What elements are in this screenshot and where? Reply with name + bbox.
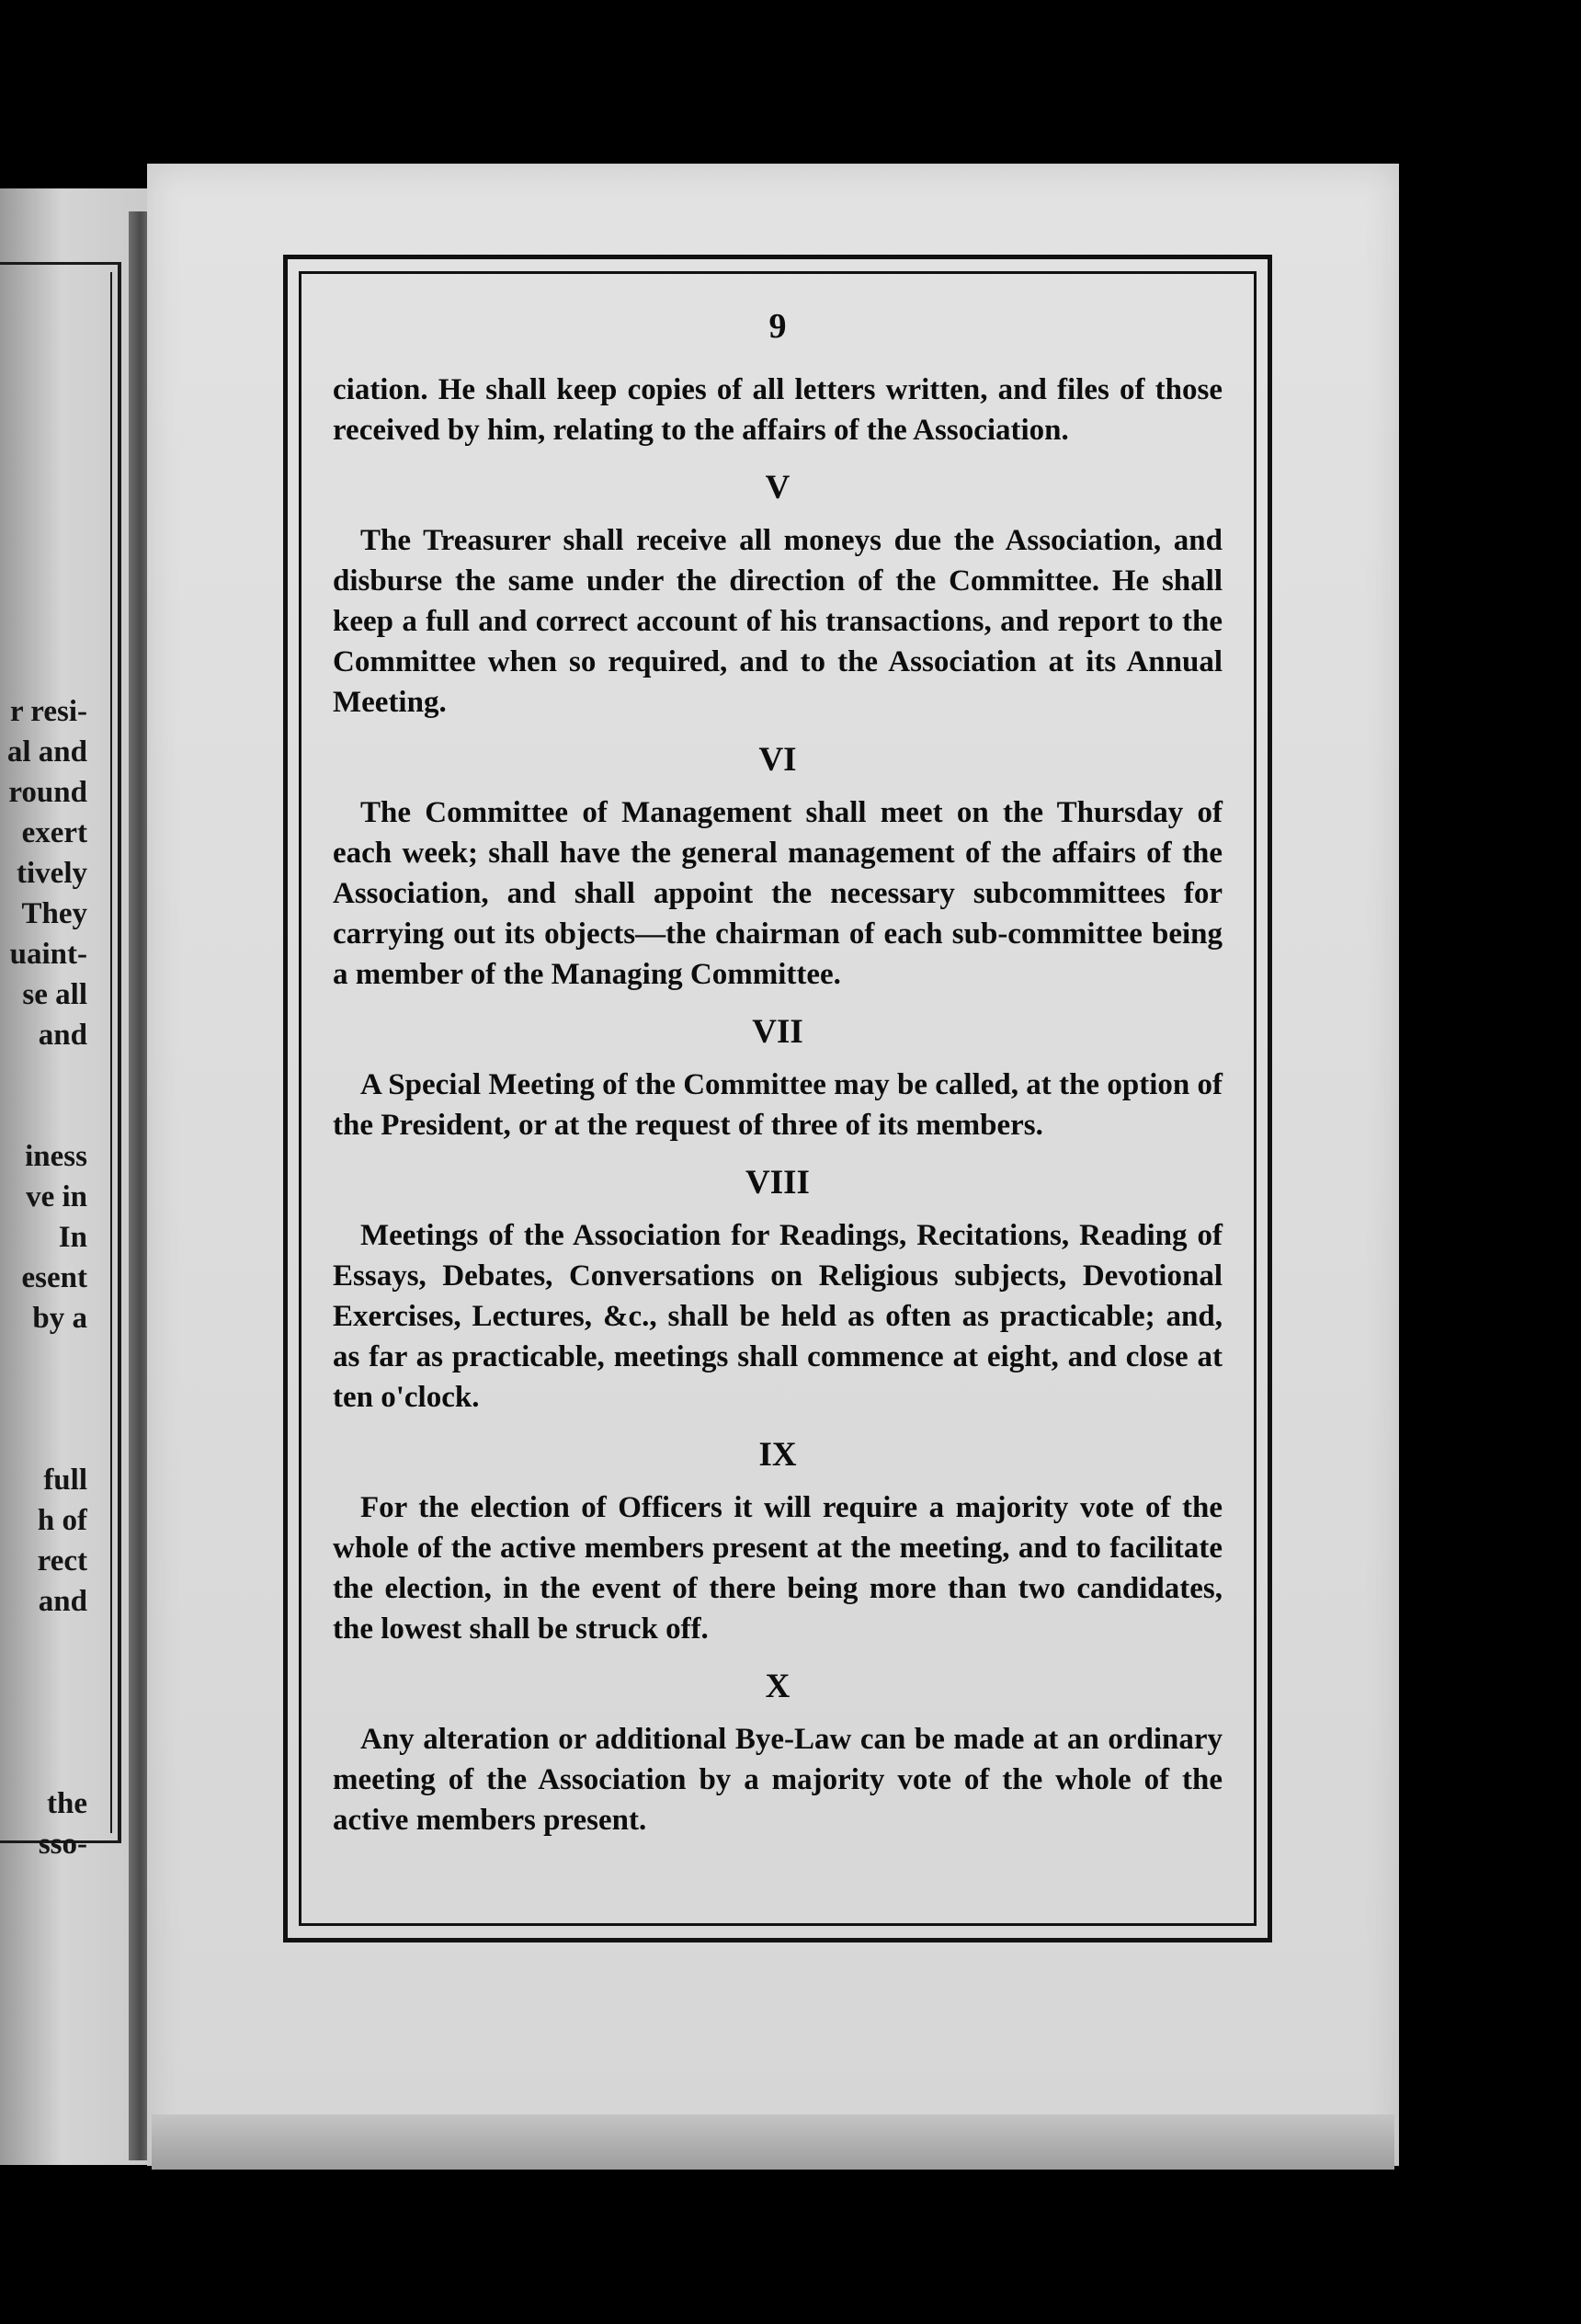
previous-page-line: al and <box>6 735 87 769</box>
section-text-vii: A Special Meeting of the Committee may be called, at the option of the President, or at the request of three of its members. <box>333 1068 1223 1142</box>
previous-page-line: round <box>8 776 87 809</box>
section-text-ix: For the election of Officers it will require a majority vote of the whole of the active members present at the meeting, and to facilitate the election, in the event of there being more than two candidates, the lowest shall be struck off. <box>333 1491 1223 1646</box>
previous-page-line: iness <box>25 1140 87 1173</box>
page-content <box>333 303 1223 1840</box>
previous-page-line: and <box>38 1019 87 1052</box>
section-heading-vii: VII <box>752 1013 803 1051</box>
previous-page-line: by a <box>32 1302 87 1335</box>
section-heading-viii: VIII <box>745 1164 810 1202</box>
previous-page-line <box>0 1339 87 1379</box>
previous-page-line <box>0 1703 87 1743</box>
previous-page-line: uaint- <box>9 938 87 971</box>
opening-paragraph: ciation. He shall keep copies of all letters written, and files of those received by him, relating to the affairs of the Association. <box>333 373 1223 447</box>
previous-page-line <box>0 1662 87 1703</box>
section-text-vi: The Committee of Management shall meet on the Thursday of each week; shall have the general management of the affairs of the Association, and shall appoint the necessary subcommittees for carrying out its objects—the chairman of each sub-committee being a member of the Managing Committee. <box>333 796 1223 991</box>
previous-page-line: sso- <box>38 1828 87 1861</box>
previous-page-line: In <box>58 1221 87 1254</box>
section-heading-v: V <box>765 469 790 507</box>
section-heading-vi: VI <box>758 741 797 779</box>
previous-page-line <box>0 1622 87 1662</box>
previous-page-line: and <box>38 1585 87 1618</box>
section-heading-ix: IX <box>758 1436 797 1474</box>
previous-page-line: se all <box>22 978 87 1011</box>
previous-page-line: full <box>43 1464 87 1497</box>
previous-page-line: They <box>21 897 87 930</box>
section-text-x: Any alteration or additional Bye-Law can be made at an ordinary meeting of the Association by a majority vote of the whole of the active members present. <box>333 1723 1223 1837</box>
previous-page-text <box>0 691 87 1864</box>
previous-page-line <box>0 1379 87 1419</box>
previous-page-line: ve in <box>26 1180 87 1213</box>
previous-page-line <box>0 1743 87 1783</box>
previous-page-line: rect <box>37 1544 87 1578</box>
page-number: 9 <box>768 307 787 346</box>
previous-page-line <box>0 1419 87 1460</box>
section-text-viii: Meetings of the Association for Readings, Recitations, Reading of Essays, Debates, Conversations on Religious subjects, Devotional Exercises, Lectures, &c., shall be held as often as practicable; and, as far as practicable, meetings shall commence at eight, and close at ten o'clock. <box>333 1219 1223 1414</box>
section-text-v: The Treasurer shall receive all moneys due the Association, and disburse the same under the direction of the Committee. He shall keep a full and correct account of his transactions, and report to the Committee when so required, and to the Association at its Annual Meeting. <box>333 524 1223 719</box>
previous-page-line: r resi- <box>10 695 87 728</box>
previous-page-line: esent <box>21 1261 87 1294</box>
previous-page-line: h of <box>37 1504 87 1537</box>
page-bottom-edge <box>152 2114 1394 2170</box>
previous-page-line <box>0 1055 87 1096</box>
previous-page-line: the <box>47 1787 87 1820</box>
previous-page-line: exert <box>21 816 87 849</box>
section-heading-x: X <box>765 1668 790 1705</box>
previous-page-line <box>0 1096 87 1136</box>
previous-page-line: tively <box>17 857 87 890</box>
